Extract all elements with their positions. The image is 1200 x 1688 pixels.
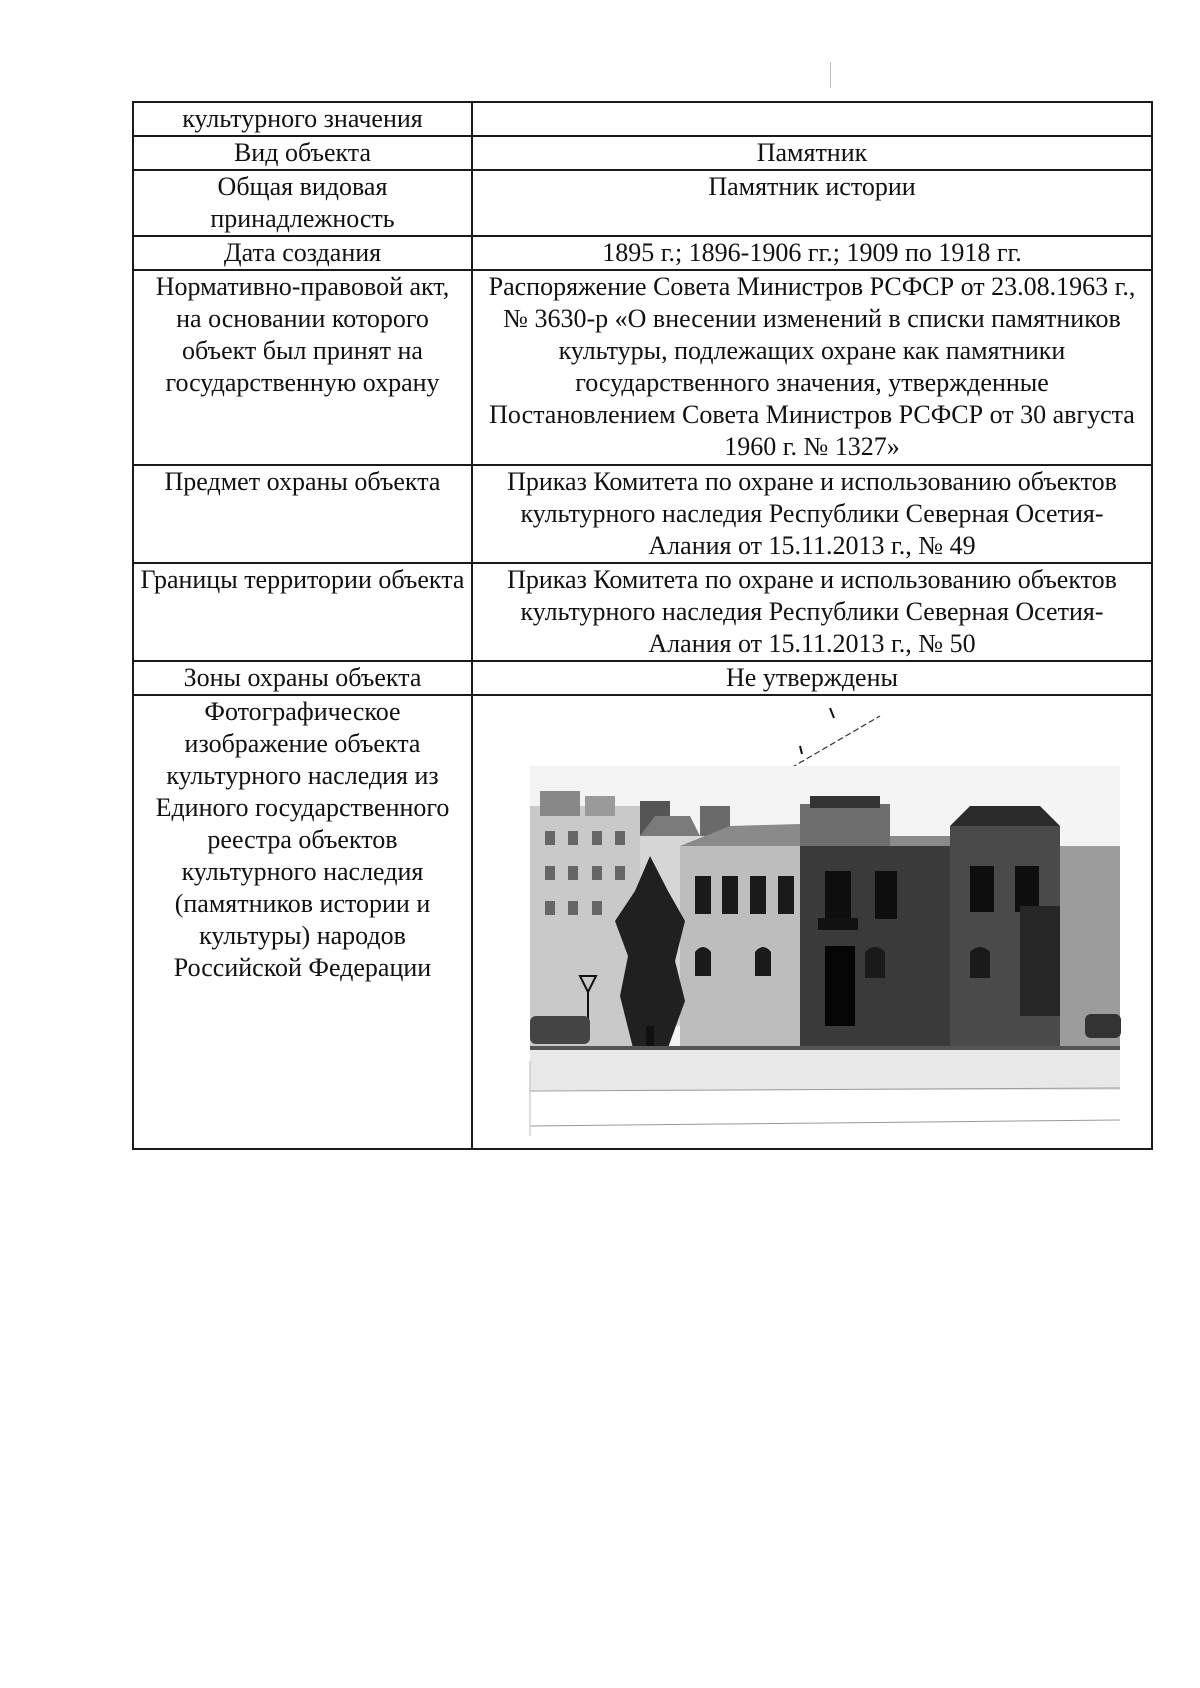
label-cell: Нормативно-правовой акт, на основании которого объект был принят на государственную охрану: [133, 270, 472, 465]
label-cell: Общая видовая принадлежность: [133, 170, 472, 236]
label-cell: Фотографическое изображение объекта культурного наследия из Единого государственного реестра объектов культурного наследия (памятников истории и культуры) народов Российской Федерации: [133, 695, 472, 1149]
photo-cell: [472, 695, 1152, 1149]
table-row: [133, 170, 1152, 236]
value-cell: Распоряжение Совета Министров РСФСР от 23.08.1963 г., № 3630-р «О внесении изменений в списки памятников культуры, подлежащих охране как памятники государственного значения, утвержденные Постановлением Совета Министров РСФСР от 30 августа 1960 г. № 1327»: [472, 270, 1152, 465]
value-cell: Памятник истории: [472, 170, 1152, 236]
table-row: [133, 102, 1152, 136]
value-cell: Приказ Комитета по охране и использованию объектов культурного наследия Республики Северная Осетия-Алания от 15.11.2013 г., № 49: [472, 465, 1152, 563]
label-cell: Предмет охраны объекта: [133, 465, 472, 563]
table-row: [133, 236, 1152, 270]
label-cell: Вид объекта: [133, 136, 472, 170]
value-cell: Не утверждены: [472, 661, 1152, 695]
table-row: [133, 465, 1152, 563]
label-cell: Границы территории объекта: [133, 563, 472, 661]
label-cell: Дата создания: [133, 236, 472, 270]
table-row: [133, 661, 1152, 695]
table-row: [133, 695, 1152, 1149]
value-cell: Приказ Комитета по охране и использованию объектов культурного наследия Республики Северная Осетия-Алания от 15.11.2013 г., № 50: [472, 563, 1152, 661]
building-photo: [500, 696, 1124, 1148]
value-cell: [472, 102, 1152, 136]
heritage-object-table: [132, 101, 1153, 1150]
table-row: [133, 136, 1152, 170]
value-cell: Памятник: [472, 136, 1152, 170]
scan-mark: [830, 62, 831, 88]
label-cell: культурного значения: [133, 102, 472, 136]
value-cell: 1895 г.; 1896-1906 гг.; 1909 по 1918 гг.: [472, 236, 1152, 270]
table-row: [133, 563, 1152, 661]
table-row: [133, 270, 1152, 465]
label-cell: Зоны охраны объекта: [133, 661, 472, 695]
